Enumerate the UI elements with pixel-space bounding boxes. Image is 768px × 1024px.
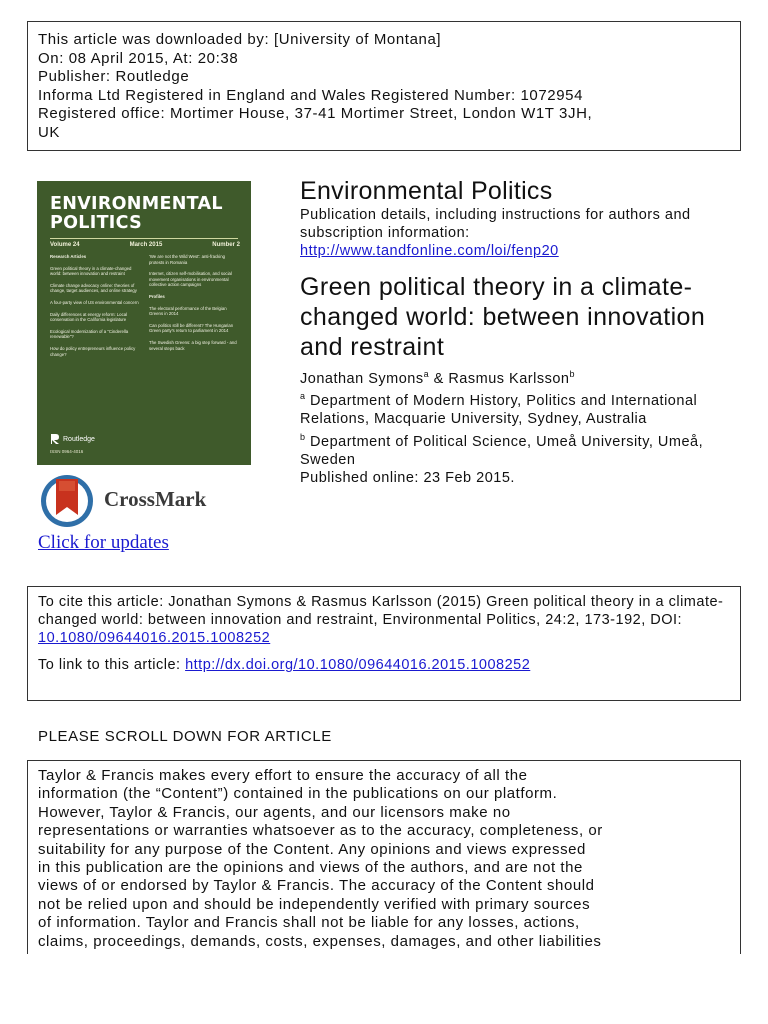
disclaimer-line: representations or warranties whatsoever as to the accuracy, completeness, or — [38, 822, 603, 840]
download-line: Publisher: Routledge — [38, 68, 190, 85]
affiliation-b — [300, 433, 740, 469]
cover-divider — [50, 238, 238, 239]
article-title: Green political theory in a climate-changed world: between innovation and restraint — [300, 273, 706, 361]
cover-entry: Climate change advocacy online: theories of change, target audiences, and online strategy — [50, 282, 137, 294]
crossmark-badge[interactable] — [37, 473, 217, 529]
disclaimer-line: not be relied upon and should be independently verified with primary sources — [38, 895, 591, 913]
disclaimer-box — [27, 760, 741, 954]
crossmark-label: CrossMark — [104, 487, 207, 511]
author-name: Jonathan Symons — [300, 371, 424, 387]
cover-entry: 'We are not the Wild West': anti-fracking protests in Romania — [149, 254, 225, 265]
article-url-link[interactable]: http://dx.doi.org/10.1080/09644016.2015.1008252 — [185, 657, 531, 673]
affiliation-text: Department of Political Science, Umeå University, Umeå, Sweden — [300, 434, 704, 468]
download-line: Informa Ltd Registered in England and Wales Registered Number: 1072954 — [38, 86, 584, 104]
author-sup: b — [569, 369, 575, 380]
published-online: Published online: 23 Feb 2015. — [300, 470, 515, 486]
cover-entry: Ecological modernization of a "Cinderella renewable"? — [50, 328, 129, 340]
affiliation-a — [300, 392, 740, 428]
author-separator: & — [429, 371, 449, 387]
affiliation-sup: a — [300, 391, 306, 402]
author-line — [300, 370, 740, 388]
journal-url-link[interactable]: http://www.tandfonline.com/loi/fenp20 — [300, 243, 559, 259]
download-line: Registered office: Mortimer House, 37-41 Mortimer Street, London W1T 3JH, — [38, 105, 593, 122]
cover-entry: Internet, citizen self-mobilisation, and social movement organisations in environmental collective action campaigns — [149, 271, 232, 288]
scroll-notice: PLEASE SCROLL DOWN FOR ARTICLE — [38, 728, 332, 745]
cover-entry: Green political theory in a climate-changed world: between innovation and restraint — [50, 265, 132, 277]
cover-publisher — [50, 433, 95, 445]
link-label: To link to this article: — [38, 657, 186, 673]
disclaimer-line: of information. Taylor and Francis shall not be liable for any losses, actions, — [38, 914, 580, 932]
doi-link[interactable]: 10.1080/09644016.2015.1008252 — [38, 630, 271, 646]
cover-entry: The Swedish Greens: a big step forward - and several steps back — [149, 339, 237, 351]
journal-title: Environmental Politics — [300, 177, 553, 205]
cover-entry: Profiles — [149, 293, 165, 299]
cover-volume: Volume 24 — [50, 242, 80, 248]
cover-issue-meta — [50, 242, 240, 248]
cover-entry: A four-party view of US environmental concern — [50, 299, 139, 305]
disclaimer-line: However, Taylor & Francis, our agents, and our licensors make no — [38, 803, 511, 821]
citation-text — [38, 593, 730, 647]
cover-title — [50, 195, 223, 233]
cover-date: March 2015 — [129, 242, 163, 248]
crossmark-icon — [37, 473, 97, 529]
cover-left-column — [50, 254, 142, 363]
article-info — [300, 176, 740, 487]
routledge-logo-icon — [50, 433, 60, 445]
cover-entry: The electoral performance of the Belgian Greens in 2014 — [149, 305, 227, 317]
disclaimer-line: suitability for any purpose of the Content. Any opinions and views expressed — [38, 840, 586, 858]
cover-entry: Daily differences at energy reform: Local conservation in the California legislature — [50, 311, 128, 323]
affiliation-text: Department of Modern History, Politics and International Relations, Macquarie University, Sydney, Australia — [300, 393, 698, 427]
disclaimer-line: information (the “Content”) contained in the publications on our platform. — [38, 785, 558, 803]
cover-title-line1: ENVIRONMENTAL — [50, 194, 223, 214]
click-for-updates-link[interactable]: Click for updates — [38, 532, 169, 553]
citation-body: To cite this article: Jonathan Symons & Rasmus Karlsson (2015) Green political theory in a climate-changed world: between innovation and restraint, Environmental Politics, 24:2, 173-192, DOI: — [38, 594, 724, 628]
download-line: This article was downloaded by: [University of Montana] — [38, 31, 442, 48]
disclaimer-line: Taylor & Francis makes every effort to ensure the accuracy of all the — [38, 767, 528, 784]
disclaimer-line: in this publication are the opinions and views of the authors, and are not the — [38, 859, 583, 877]
cover-entry: How do policy entrepreneurs influence policy change? — [50, 345, 136, 357]
cover-right-column — [149, 254, 241, 357]
cover-publisher-name: Routledge — [63, 435, 95, 443]
cover-issn: ISSN 0964-4016 — [50, 449, 84, 454]
cover-entry: Research Articles — [50, 254, 87, 259]
cover-number: Number 2 — [212, 242, 240, 248]
link-line — [38, 656, 730, 674]
citation-box — [27, 586, 741, 701]
cover-title-line2: POLITICS — [50, 213, 142, 233]
journal-cover — [37, 181, 251, 465]
cover-entry: Can politics still be different? The Hungarian Green party's return to parliament in 2014 — [149, 322, 234, 334]
publication-details: Publication details, including instructions for authors and subscription information: — [300, 207, 691, 241]
download-line: On: 08 April 2015, At: 20:38 — [38, 49, 239, 67]
author-name: Rasmus Karlsson — [448, 371, 570, 387]
download-notice-box — [27, 21, 741, 151]
download-line: UK — [38, 123, 61, 141]
disclaimer-line: views of or endorsed by Taylor & Francis. The accuracy of the Content should — [38, 877, 595, 895]
disclaimer-line: claims, proceedings, demands, costs, expenses, damages, and other liabilities — [38, 932, 602, 950]
author-sup: a — [423, 369, 430, 380]
affiliation-sup: b — [300, 432, 306, 443]
